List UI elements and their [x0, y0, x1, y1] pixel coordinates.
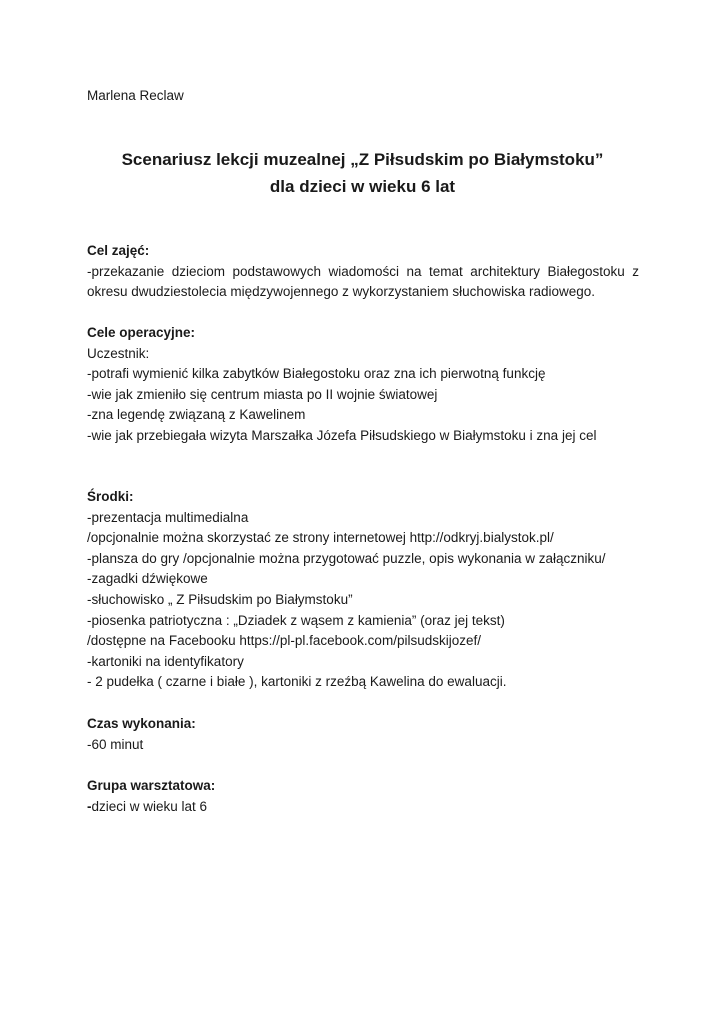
section-heading: Czas wykonania:	[87, 716, 196, 731]
section-srodki	[87, 487, 639, 693]
paragraph-line: -przekazanie dzieciom podstawowych wiadomości na temat architektury Białegostoku z	[87, 263, 639, 279]
section-heading: Środki:	[87, 489, 134, 504]
author-name: Marlena Reclaw	[87, 88, 184, 103]
section-czas-wykonania	[87, 714, 639, 755]
section-heading: Grupa warsztatowa:	[87, 778, 216, 793]
list-item: -piosenka patriotyczna : „Dziadek z wąsem z kamienia” (oraz jej tekst)	[87, 612, 505, 628]
document-title-line-2: dla dzieci w wieku 6 lat	[269, 177, 456, 196]
document-title-line-1: Scenariusz lekcji muzealnej „Z Piłsudskim po Białymstoku”	[121, 150, 604, 169]
list-item: -wie jak przebiegała wizyta Marszałka Józefa Piłsudskiego w Białymstoku i zna jej cel	[87, 427, 597, 443]
list-item: /opcjonalnie można skorzystać ze strony internetowej http://odkryj.bialystok.pl/	[87, 530, 554, 546]
list-item: -zna legendę związaną z Kawelinem	[87, 407, 306, 423]
list-item: -prezentacja multimedialna	[87, 509, 249, 525]
section-cele-operacyjne	[87, 323, 639, 447]
list-item: Uczestnik:	[87, 345, 150, 361]
duration-value: -60 minut	[87, 736, 144, 752]
section-heading: Cele operacyjne:	[87, 325, 196, 340]
list-item: -zagadki dźwiękowe	[87, 571, 208, 587]
list-item: -wie jak zmieniło się centrum miasta po II wojnie światowej	[87, 386, 438, 402]
group-value	[87, 797, 639, 818]
list-item: -słuchowisko „ Z Piłsudskim po Białymstoku”	[87, 591, 353, 607]
list-item: -plansza do gry /opcjonalnie można przygotować puzzle, opis wykonania w załączniku/	[87, 550, 606, 566]
section-heading: Cel zajęć:	[87, 243, 150, 258]
list-item: - 2 pudełka ( czarne i białe ), kartoniki z rzeźbą Kawelina do ewaluacji.	[87, 674, 507, 690]
list-item: -potrafi wymienić kilka zabytków Białegostoku oraz zna ich pierwotną funkcję	[87, 366, 546, 382]
list-item: -kartoniki na identyfikatory	[87, 653, 244, 669]
paragraph-line: okresu dwudziestolecia międzywojennego z wykorzystaniem słuchowiska radiowego.	[87, 284, 595, 300]
section-cel-zajec	[87, 241, 639, 303]
group-text: dzieci w wieku lat 6	[91, 798, 208, 814]
list-item: /dostępne na Facebooku https://pl-pl.facebook.com/pilsudskijozef/	[87, 633, 481, 649]
section-grupa-warsztatowa	[87, 776, 639, 817]
bold-dash: -	[87, 798, 92, 814]
